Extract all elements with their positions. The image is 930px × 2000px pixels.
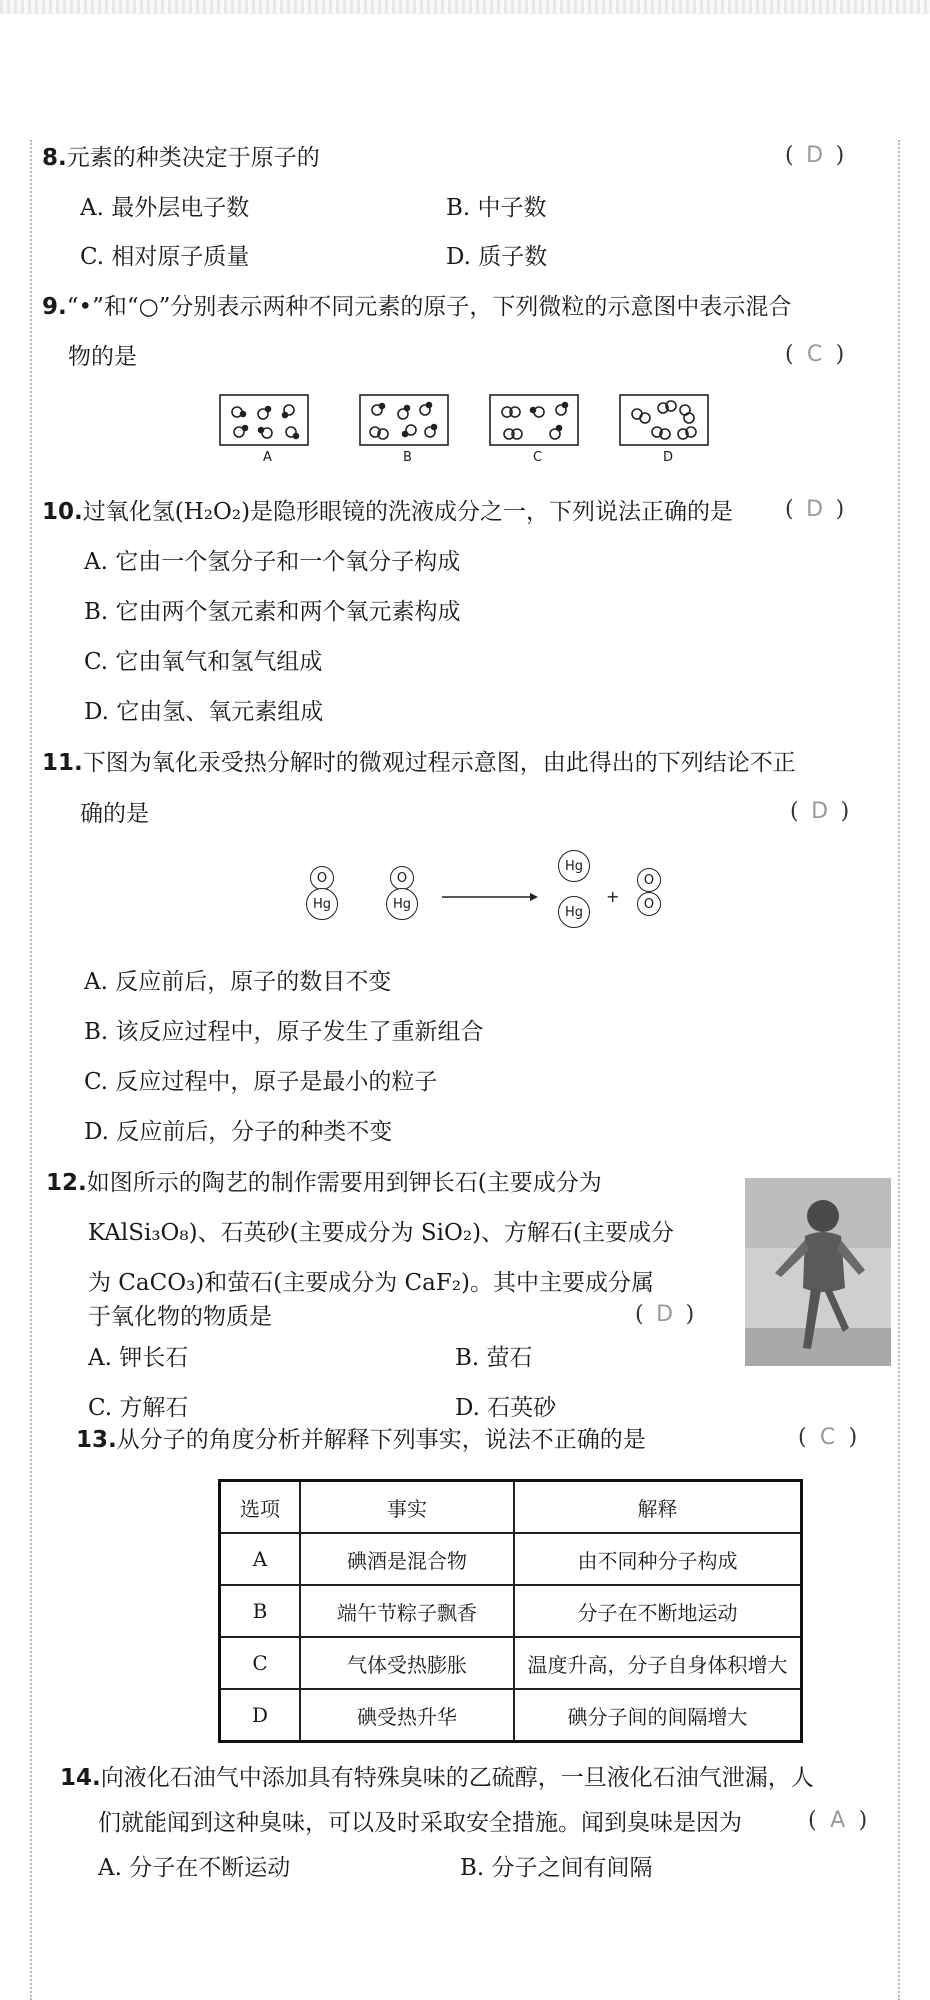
q12-stem-line2: KAlSi₃O₈)、石英砂(主要成分为 SiO₂)、方解石(主要成分 [88,1220,675,1246]
q9-stem-line2: 物的是 [68,344,137,370]
q9-box-b [360,395,448,445]
q8-option-c: C. 相对原子质量 [80,244,250,270]
q9-answer: ( C ) [785,342,845,367]
q8-option-a: A. 最外层电子数 [80,195,250,221]
q8-answer: ( D ) [785,143,845,168]
q12-photo-figure [745,1178,891,1366]
q11-option-d: D. 反应前后，分子的种类不变 [84,1119,393,1145]
q11-molecule1-hg-atom: Hg [306,888,338,920]
q14-option-a: A. 分子在不断运动 [98,1855,291,1881]
q10-option-b: B. 它由两个氢元素和两个氧元素构成 [84,599,461,625]
right-margin-line [898,140,900,2000]
q8-stem: 8.元素的种类决定于原子的 [42,145,320,171]
q9-label-b: B [403,450,412,465]
q9-label-c: C [533,450,543,465]
scan-top-edge [0,0,930,14]
q11-product-hg-atom-bottom: Hg [558,896,590,928]
row-fact: 碘酒是混合物 [300,1533,514,1585]
q11-plus-sign: + [606,887,620,906]
q11-option-c: C. 反应过程中，原子是最小的粒子 [84,1069,438,1095]
q9-box-d [620,395,708,445]
row-explanation: 温度升高，分子自身体积增大 [514,1637,802,1689]
q11-option-a: A. 反应前后，原子的数目不变 [84,969,392,995]
table-header-row [220,1481,802,1534]
q12-option-d: D. 石英砂 [455,1395,557,1421]
q11-stem: 11.下图为氧化汞受热分解时的微观过程示意图，由此得出的下列结论不正 [42,750,796,776]
q14-option-b: B. 分子之间有间隔 [460,1855,653,1881]
q9-label-d: D [663,450,674,465]
q11-product-hg-atom-top: Hg [558,850,590,882]
left-margin-line [30,140,32,2000]
q9-stem: 9.“•”和“○”分别表示两种不同元素的原子，下列微粒的示意图中表示混合 [42,294,792,320]
q10-option-a: A. 它由一个氢分子和一个氧分子构成 [84,549,461,575]
table-row [220,1637,802,1689]
q11-molecule2-o-atom: O [390,866,414,890]
q11-molecule2-hg-atom: Hg [386,888,418,920]
q10-option-d: D. 它由氢、氧元素组成 [84,699,324,725]
q13-answer: ( C ) [798,1425,858,1450]
row-fact: 气体受热膨胀 [300,1637,514,1689]
q11-product-o-atom-bottom: O [637,892,661,916]
table-row [220,1533,802,1585]
q8-option-b: B. 中子数 [446,195,547,221]
q11-answer: ( D ) [790,799,850,824]
q10-answer: ( D ) [785,497,845,522]
q12-stem-line1: 12.如图所示的陶艺的制作需要用到钾长石(主要成分为 [46,1170,602,1196]
row-fact: 碘受热升华 [300,1689,514,1742]
q12-answer: ( D ) [635,1302,695,1327]
row-explanation: 碘分子间的间隔增大 [514,1689,802,1742]
header-explanation: 解释 [514,1481,802,1534]
q11-product-o-atom-top: O [637,868,661,892]
q13-facts-table [218,1479,803,1743]
q14-stem-line1: 14.向液化石油气中添加具有特殊臭味的乙硫醇，一旦液化石油气泄漏，人 [60,1765,814,1791]
q9-label-a: A [263,450,272,465]
row-option: D [220,1689,301,1742]
q12-pottery-photo [745,1178,891,1366]
q13-stem: 13.从分子的角度分析并解释下列事实，说法不正确的是 [76,1427,646,1453]
row-fact: 端午节粽子飘香 [300,1585,514,1637]
q11-arrow [440,890,540,904]
row-explanation: 分子在不断地运动 [514,1585,802,1637]
row-option: A [220,1533,301,1585]
q11-option-b: B. 该反应过程中，原子发生了重新组合 [84,1019,484,1045]
row-option: B [220,1585,301,1637]
q14-answer: ( A ) [808,1808,868,1833]
q9-particle-diagrams [215,390,735,480]
q10-stem: 10.过氧化氢(H₂O₂)是隐形眼镜的洗液成分之一，下列说法正确的是 [42,499,734,525]
row-option: C [220,1637,301,1689]
q8-option-d: D. 质子数 [446,244,548,270]
q9-box-a [220,395,308,445]
q14-stem-line2: 们就能闻到这种臭味，可以及时采取安全措施。闻到臭味是因为 [98,1810,742,1836]
row-explanation: 由不同种分子构成 [514,1533,802,1585]
q12-stem-line3: 为 CaCO₃)和萤石(主要成分为 CaF₂)。其中主要成分属 [88,1270,655,1296]
q11-stem-line2: 确的是 [80,801,149,827]
q12-option-c: C. 方解石 [88,1395,189,1421]
q12-option-a: A. 钾长石 [88,1345,189,1371]
q12-stem-line4: 于氧化物的物质是 [88,1304,272,1330]
header-fact: 事实 [300,1481,514,1534]
q12-option-b: B. 萤石 [455,1345,533,1371]
header-option: 选项 [220,1481,301,1534]
table-row [220,1585,802,1637]
table-row [220,1689,802,1742]
q10-option-c: C. 它由氧气和氢气组成 [84,649,323,675]
q11-molecule1-o-atom: O [310,866,334,890]
q9-box-c [490,395,578,445]
